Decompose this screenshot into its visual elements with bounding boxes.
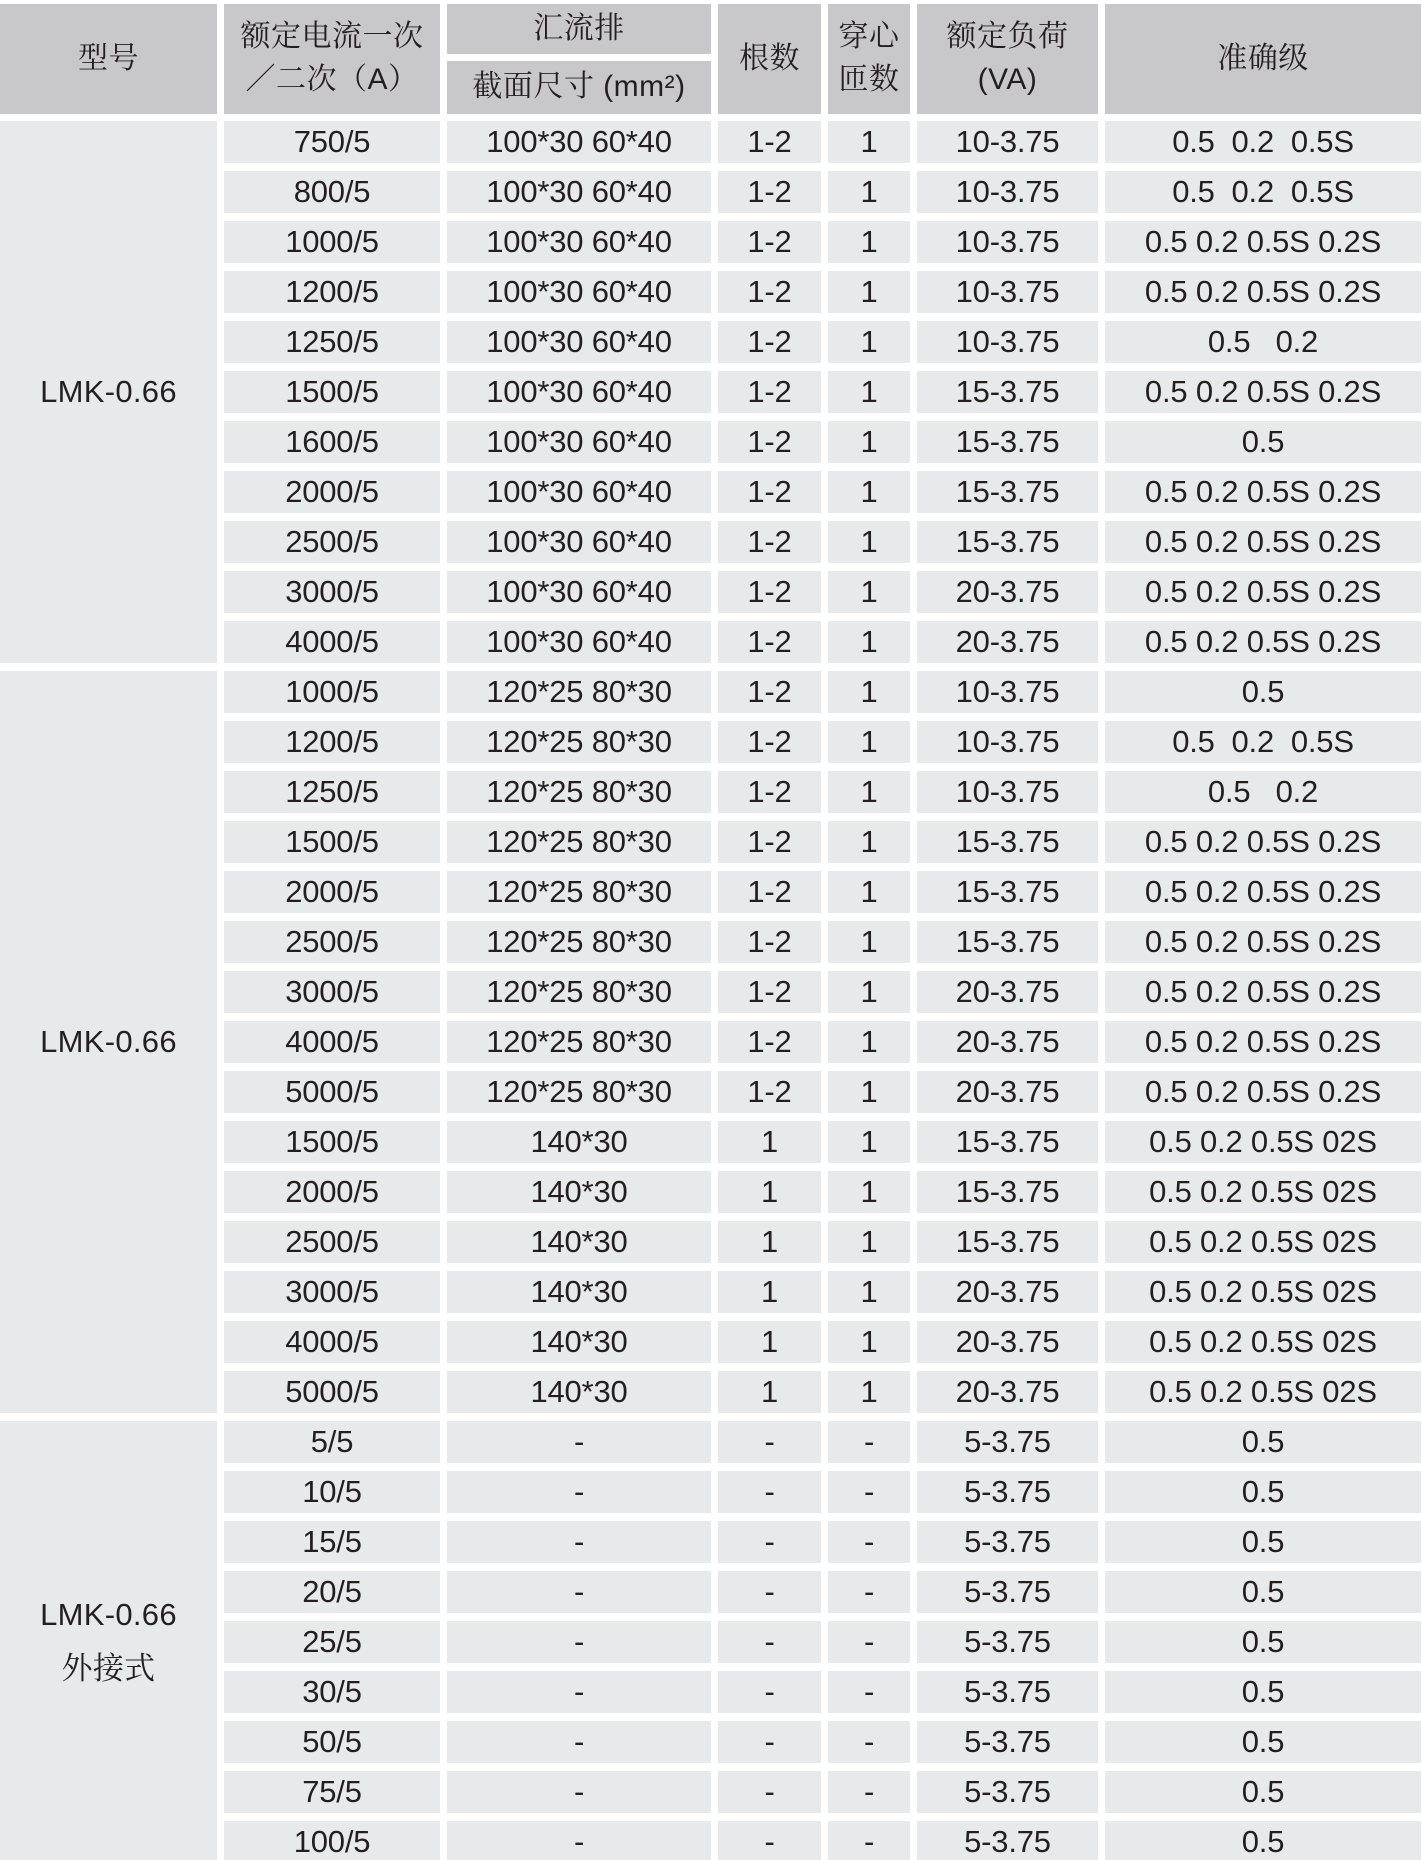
model-label: 外接式 xyxy=(61,1650,156,1686)
turns-count-cell: 1 xyxy=(828,421,910,463)
rated-current-cell: 2000/5 xyxy=(224,871,440,913)
accuracy-class-cell: 0.5 xyxy=(1105,1421,1421,1463)
rated-load-cell: 5-3.75 xyxy=(917,1621,1098,1663)
rated-load-cell: 15-3.75 xyxy=(917,1121,1098,1163)
accuracy-class-cell: 0.5 xyxy=(1105,1471,1421,1513)
turns-count-cell: 1 xyxy=(828,921,910,963)
table-section xyxy=(0,1421,1421,1860)
rated-load-column xyxy=(917,671,1098,1413)
accuracy-class-cell: 0.5 0.2 0.5S 02S xyxy=(1105,1221,1421,1263)
turns-count-cell: 1 xyxy=(828,521,910,563)
bar-count-cell: 1-2 xyxy=(718,821,821,863)
busbar-size-cell: 120*25 80*30 xyxy=(447,971,711,1013)
rated-current-cell: 1500/5 xyxy=(224,821,440,863)
rated-load-cell: 20-3.75 xyxy=(917,1271,1098,1313)
busbar-size-cell: 100*30 60*40 xyxy=(447,321,711,363)
rated-load-cell: 5-3.75 xyxy=(917,1421,1098,1463)
rated-load-column xyxy=(917,1421,1098,1860)
busbar-size-cell: - xyxy=(447,1621,711,1663)
turns-count-cell: 1 xyxy=(828,171,910,213)
turns-count-cell: 1 xyxy=(828,1171,910,1213)
bar-count-cell: 1-2 xyxy=(718,1021,821,1063)
rated-current-cell: 5000/5 xyxy=(224,1371,440,1413)
turns-count-cell: 1 xyxy=(828,1021,910,1063)
rated-current-cell: 5/5 xyxy=(224,1421,440,1463)
header-rated-load-line2: (VA) xyxy=(977,63,1038,96)
rated-load-cell: 10-3.75 xyxy=(917,221,1098,263)
busbar-size-cell: 100*30 60*40 xyxy=(447,521,711,563)
busbar-size-cell: - xyxy=(447,1821,711,1860)
rated-current-cell: 1200/5 xyxy=(224,271,440,313)
accuracy-class-cell: 0.5 0.2 0.5S 0.2S xyxy=(1105,1021,1421,1063)
turns-count-cell: 1 xyxy=(828,1371,910,1413)
busbar-size-cell: 140*30 xyxy=(447,1271,711,1313)
turns-count-cell: - xyxy=(828,1671,910,1713)
busbar-size-cell: 100*30 60*40 xyxy=(447,571,711,613)
rated-load-cell: 5-3.75 xyxy=(917,1571,1098,1613)
turns-count-cell: 1 xyxy=(828,821,910,863)
header-rated-current-line2: ／二次（A） xyxy=(245,63,419,96)
rated-current-cell: 75/5 xyxy=(224,1771,440,1813)
rated-current-cell: 3000/5 xyxy=(224,971,440,1013)
accuracy-class-cell: 0.5 0.2 xyxy=(1105,771,1421,813)
header-busbar-group xyxy=(447,4,711,114)
bar-count-cell: - xyxy=(718,1621,821,1663)
turns-count-cell: - xyxy=(828,1621,910,1663)
bar-count-cell: 1-2 xyxy=(718,771,821,813)
rated-current-cell: 20/5 xyxy=(224,1571,440,1613)
rated-load-cell: 5-3.75 xyxy=(917,1521,1098,1563)
rated-current-cell: 1000/5 xyxy=(224,671,440,713)
rated-current-cell: 2000/5 xyxy=(224,471,440,513)
turns-count-cell: - xyxy=(828,1421,910,1463)
bar-count-cell: - xyxy=(718,1771,821,1813)
turns-count-cell: 1 xyxy=(828,721,910,763)
busbar-size-cell: - xyxy=(447,1771,711,1813)
rated-current-cell: 800/5 xyxy=(224,171,440,213)
bar-count-cell: 1-2 xyxy=(718,871,821,913)
busbar-size-column xyxy=(447,1421,711,1860)
rated-current-cell: 1600/5 xyxy=(224,421,440,463)
rated-current-cell: 750/5 xyxy=(224,121,440,163)
rated-current-cell: 30/5 xyxy=(224,1671,440,1713)
turns-count-cell: - xyxy=(828,1721,910,1763)
bar-count-cell: 1 xyxy=(718,1221,821,1263)
rated-current-column xyxy=(224,121,440,663)
accuracy-class-cell: 0.5 0.2 0.5S 0.2S xyxy=(1105,971,1421,1013)
busbar-size-cell: 120*25 80*30 xyxy=(447,821,711,863)
rated-load-cell: 15-3.75 xyxy=(917,1171,1098,1213)
turns-count-cell: 1 xyxy=(828,871,910,913)
rated-load-cell: 15-3.75 xyxy=(917,371,1098,413)
rated-load-cell: 5-3.75 xyxy=(917,1771,1098,1813)
header-accuracy: 准确级 xyxy=(1105,4,1421,114)
bar-count-cell: - xyxy=(718,1821,821,1860)
accuracy-class-cell: 0.5 0.2 0.5S 0.2S xyxy=(1105,521,1421,563)
bar-count-cell: 1-2 xyxy=(718,621,821,663)
accuracy-class-cell: 0.5 xyxy=(1105,421,1421,463)
model-label: LMK-0.66 xyxy=(40,1024,177,1059)
busbar-size-cell: 100*30 60*40 xyxy=(447,421,711,463)
busbar-size-column xyxy=(447,121,711,663)
bar-count-cell: 1-2 xyxy=(718,171,821,213)
header-rated-load-line1: 额定负荷 xyxy=(946,20,1069,54)
turns-count-cell: 1 xyxy=(828,1321,910,1363)
bar-count-cell: 1-2 xyxy=(718,721,821,763)
rated-load-cell: 15-3.75 xyxy=(917,471,1098,513)
rated-current-cell: 4000/5 xyxy=(224,1321,440,1363)
accuracy-class-cell: 0.5 xyxy=(1105,1771,1421,1813)
table-body xyxy=(0,121,1421,1860)
turns-count-cell: 1 xyxy=(828,971,910,1013)
bar-count-cell: 1-2 xyxy=(718,971,821,1013)
rated-current-cell: 4000/5 xyxy=(224,621,440,663)
bar-count-cell: 1-2 xyxy=(718,371,821,413)
bar-count-cell: 1-2 xyxy=(718,121,821,163)
accuracy-class-column xyxy=(1105,121,1421,663)
rated-load-cell: 5-3.75 xyxy=(917,1671,1098,1713)
turns-count-cell: 1 xyxy=(828,371,910,413)
busbar-size-cell: - xyxy=(447,1671,711,1713)
bar-count-cell: 1-2 xyxy=(718,921,821,963)
busbar-size-cell: 140*30 xyxy=(447,1171,711,1213)
rated-load-cell: 20-3.75 xyxy=(917,1071,1098,1113)
turns-count-cell: - xyxy=(828,1771,910,1813)
busbar-size-cell: 100*30 60*40 xyxy=(447,471,711,513)
busbar-size-cell: 100*30 60*40 xyxy=(447,271,711,313)
busbar-size-cell: 120*25 80*30 xyxy=(447,1071,711,1113)
rated-load-cell: 20-3.75 xyxy=(917,571,1098,613)
rated-load-cell: 20-3.75 xyxy=(917,1371,1098,1413)
rated-current-column xyxy=(224,1421,440,1860)
turns-count-cell: 1 xyxy=(828,571,910,613)
rated-load-cell: 10-3.75 xyxy=(917,321,1098,363)
rated-load-cell: 10-3.75 xyxy=(917,121,1098,163)
table-header xyxy=(0,4,1421,114)
bar-count-column xyxy=(718,1421,821,1860)
model-cell xyxy=(0,1421,217,1860)
accuracy-class-cell: 0.5 xyxy=(1105,1571,1421,1613)
accuracy-class-cell: 0.5 xyxy=(1105,1721,1421,1763)
busbar-size-cell: 140*30 xyxy=(447,1121,711,1163)
busbar-size-cell: - xyxy=(447,1421,711,1463)
accuracy-class-cell: 0.5 0.2 0.5S 0.2S xyxy=(1105,471,1421,513)
accuracy-class-cell: 0.5 0.2 0.5S 0.2S xyxy=(1105,921,1421,963)
header-model xyxy=(0,4,217,114)
header-turns-line1: 穿心 xyxy=(838,20,900,54)
rated-load-cell: 20-3.75 xyxy=(917,1321,1098,1363)
accuracy-class-cell: 0.5 0.2 0.5S 0.2S xyxy=(1105,621,1421,663)
accuracy-class-cell: 0.5 0.2 0.5S 02S xyxy=(1105,1171,1421,1213)
rated-current-cell: 2500/5 xyxy=(224,1221,440,1263)
bar-count-cell: 1 xyxy=(718,1171,821,1213)
bar-count-column xyxy=(718,671,821,1413)
rated-load-cell: 15-3.75 xyxy=(917,1221,1098,1263)
bar-count-column xyxy=(718,121,821,663)
rated-load-cell: 20-3.75 xyxy=(917,621,1098,663)
busbar-size-cell: 100*30 60*40 xyxy=(447,171,711,213)
bar-count-cell: 1 xyxy=(718,1271,821,1313)
rated-current-cell: 25/5 xyxy=(224,1621,440,1663)
rated-current-cell: 5000/5 xyxy=(224,1071,440,1113)
turns-count-column xyxy=(828,671,910,1413)
busbar-size-cell: 140*30 xyxy=(447,1371,711,1413)
turns-count-cell: 1 xyxy=(828,671,910,713)
accuracy-class-cell: 0.5 0.2 xyxy=(1105,321,1421,363)
turns-count-cell: 1 xyxy=(828,121,910,163)
accuracy-class-cell: 0.5 0.2 0.5S 0.2S xyxy=(1105,821,1421,863)
busbar-size-cell: - xyxy=(447,1471,711,1513)
rated-current-cell: 2000/5 xyxy=(224,1171,440,1213)
busbar-size-cell: 120*25 80*30 xyxy=(447,921,711,963)
bar-count-cell: 1-2 xyxy=(718,571,821,613)
table-section xyxy=(0,121,1421,663)
rated-load-cell: 10-3.75 xyxy=(917,671,1098,713)
busbar-size-cell: 100*30 60*40 xyxy=(447,121,711,163)
turns-count-cell: 1 xyxy=(828,471,910,513)
busbar-size-cell: 100*30 60*40 xyxy=(447,371,711,413)
rated-current-cell: 10/5 xyxy=(224,1471,440,1513)
header-rated-load xyxy=(917,4,1098,114)
model-cell xyxy=(0,671,217,1413)
header-bar-count: 根数 xyxy=(718,4,821,114)
accuracy-class-cell: 0.5 0.2 0.5S 0.2S xyxy=(1105,271,1421,313)
bar-count-cell: - xyxy=(718,1471,821,1513)
accuracy-class-column xyxy=(1105,671,1421,1413)
header-turns xyxy=(828,4,910,114)
bar-count-cell: 1-2 xyxy=(718,421,821,463)
bar-count-cell: 1-2 xyxy=(718,321,821,363)
rated-load-cell: 15-3.75 xyxy=(917,921,1098,963)
rated-current-cell: 50/5 xyxy=(224,1721,440,1763)
header-cross-section: 截面尺寸 (mm²) xyxy=(447,61,711,114)
turns-count-cell: 1 xyxy=(828,1121,910,1163)
turns-count-cell: 1 xyxy=(828,1271,910,1313)
turns-count-cell: - xyxy=(828,1521,910,1563)
accuracy-class-column xyxy=(1105,1421,1421,1860)
busbar-size-cell: 100*30 60*40 xyxy=(447,621,711,663)
accuracy-class-cell: 0.5 0.2 0.5S 0.2S xyxy=(1105,221,1421,263)
busbar-size-cell: 120*25 80*30 xyxy=(447,771,711,813)
rated-current-column xyxy=(224,671,440,1413)
accuracy-class-cell: 0.5 xyxy=(1105,1671,1421,1713)
accuracy-class-cell: 0.5 0.2 0.5S 0.2S xyxy=(1105,1071,1421,1113)
header-rated-current xyxy=(224,4,440,114)
turns-count-cell: 1 xyxy=(828,1071,910,1113)
busbar-size-cell: 120*25 80*30 xyxy=(447,1021,711,1063)
header-model-label: 型号 xyxy=(78,41,139,75)
busbar-size-cell: 140*30 xyxy=(447,1221,711,1263)
accuracy-class-cell: 0.5 0.2 0.5S 0.2S xyxy=(1105,871,1421,913)
rated-load-cell: 5-3.75 xyxy=(917,1821,1098,1860)
accuracy-class-cell: 0.5 0.2 0.5S xyxy=(1105,171,1421,213)
rated-current-cell: 3000/5 xyxy=(224,571,440,613)
busbar-size-cell: - xyxy=(447,1721,711,1763)
turns-count-column xyxy=(828,121,910,663)
model-label: LMK-0.66 xyxy=(40,1596,177,1632)
busbar-size-column xyxy=(447,671,711,1413)
accuracy-class-cell: 0.5 xyxy=(1105,1521,1421,1563)
rated-current-cell: 1500/5 xyxy=(224,1121,440,1163)
accuracy-class-cell: 0.5 0.2 0.5S xyxy=(1105,721,1421,763)
turns-count-cell: - xyxy=(828,1821,910,1860)
header-rated-current-line1: 额定电流一次 xyxy=(240,20,424,54)
bar-count-cell: 1-2 xyxy=(718,671,821,713)
busbar-size-cell: 140*30 xyxy=(447,1321,711,1363)
rated-current-cell: 1500/5 xyxy=(224,371,440,413)
rated-load-cell: 15-3.75 xyxy=(917,821,1098,863)
rated-current-cell: 15/5 xyxy=(224,1521,440,1563)
rated-current-cell: 2500/5 xyxy=(224,521,440,563)
model-cell xyxy=(0,121,217,663)
bar-count-cell: - xyxy=(718,1721,821,1763)
busbar-size-cell: 120*25 80*30 xyxy=(447,721,711,763)
table-section xyxy=(0,671,1421,1413)
bar-count-cell: 1-2 xyxy=(718,221,821,263)
busbar-size-cell: 120*25 80*30 xyxy=(447,871,711,913)
rated-load-cell: 10-3.75 xyxy=(917,171,1098,213)
bar-count-cell: 1 xyxy=(718,1321,821,1363)
rated-load-column xyxy=(917,121,1098,663)
busbar-size-cell: 100*30 60*40 xyxy=(447,221,711,263)
rated-load-cell: 10-3.75 xyxy=(917,771,1098,813)
turns-count-cell: 1 xyxy=(828,771,910,813)
header-turns-line2: 匝数 xyxy=(838,63,900,96)
accuracy-class-cell: 0.5 xyxy=(1105,1821,1421,1860)
bar-count-cell: 1-2 xyxy=(718,271,821,313)
accuracy-class-cell: 0.5 0.2 0.5S 0.2S xyxy=(1105,371,1421,413)
turns-count-cell: 1 xyxy=(828,621,910,663)
accuracy-class-cell: 0.5 0.2 0.5S 02S xyxy=(1105,1121,1421,1163)
bar-count-cell: - xyxy=(718,1571,821,1613)
turns-count-cell: - xyxy=(828,1471,910,1513)
bar-count-cell: - xyxy=(718,1421,821,1463)
rated-load-cell: 15-3.75 xyxy=(917,871,1098,913)
turns-count-cell: 1 xyxy=(828,321,910,363)
rated-load-cell: 20-3.75 xyxy=(917,971,1098,1013)
rated-current-cell: 2500/5 xyxy=(224,921,440,963)
accuracy-class-cell: 0.5 0.2 0.5S 02S xyxy=(1105,1271,1421,1313)
rated-load-cell: 20-3.75 xyxy=(917,1021,1098,1063)
bar-count-cell: - xyxy=(718,1671,821,1713)
bar-count-cell: 1 xyxy=(718,1371,821,1413)
rated-current-cell: 100/5 xyxy=(224,1821,440,1860)
rated-load-cell: 10-3.75 xyxy=(917,271,1098,313)
accuracy-class-cell: 0.5 0.2 0.5S 02S xyxy=(1105,1371,1421,1413)
bar-count-cell: - xyxy=(718,1521,821,1563)
rated-load-cell: 5-3.75 xyxy=(917,1471,1098,1513)
model-label: LMK-0.66 xyxy=(40,374,177,409)
turns-count-cell: - xyxy=(828,1571,910,1613)
bar-count-cell: 1 xyxy=(718,1121,821,1163)
rated-current-cell: 4000/5 xyxy=(224,1021,440,1063)
turns-count-column xyxy=(828,1421,910,1860)
accuracy-class-cell: 0.5 0.2 0.5S 02S xyxy=(1105,1321,1421,1363)
busbar-size-cell: - xyxy=(447,1521,711,1563)
rated-load-cell: 15-3.75 xyxy=(917,521,1098,563)
accuracy-class-cell: 0.5 xyxy=(1105,1621,1421,1663)
turns-count-cell: 1 xyxy=(828,1221,910,1263)
rated-load-cell: 5-3.75 xyxy=(917,1721,1098,1763)
rated-current-cell: 1200/5 xyxy=(224,721,440,763)
rated-current-cell: 3000/5 xyxy=(224,1271,440,1313)
busbar-size-cell: - xyxy=(447,1571,711,1613)
accuracy-class-cell: 0.5 0.2 0.5S 0.2S xyxy=(1105,571,1421,613)
busbar-size-cell: 120*25 80*30 xyxy=(447,671,711,713)
turns-count-cell: 1 xyxy=(828,271,910,313)
bar-count-cell: 1-2 xyxy=(718,521,821,563)
accuracy-class-cell: 0.5 xyxy=(1105,671,1421,713)
rated-load-cell: 15-3.75 xyxy=(917,421,1098,463)
bar-count-cell: 1-2 xyxy=(718,1071,821,1113)
rated-load-cell: 10-3.75 xyxy=(917,721,1098,763)
rated-current-cell: 1000/5 xyxy=(224,221,440,263)
bar-count-cell: 1-2 xyxy=(718,471,821,513)
header-busbar: 汇流排 xyxy=(447,4,711,54)
accuracy-class-cell: 0.5 0.2 0.5S xyxy=(1105,121,1421,163)
rated-current-cell: 1250/5 xyxy=(224,321,440,363)
turns-count-cell: 1 xyxy=(828,221,910,263)
rated-current-cell: 1250/5 xyxy=(224,771,440,813)
